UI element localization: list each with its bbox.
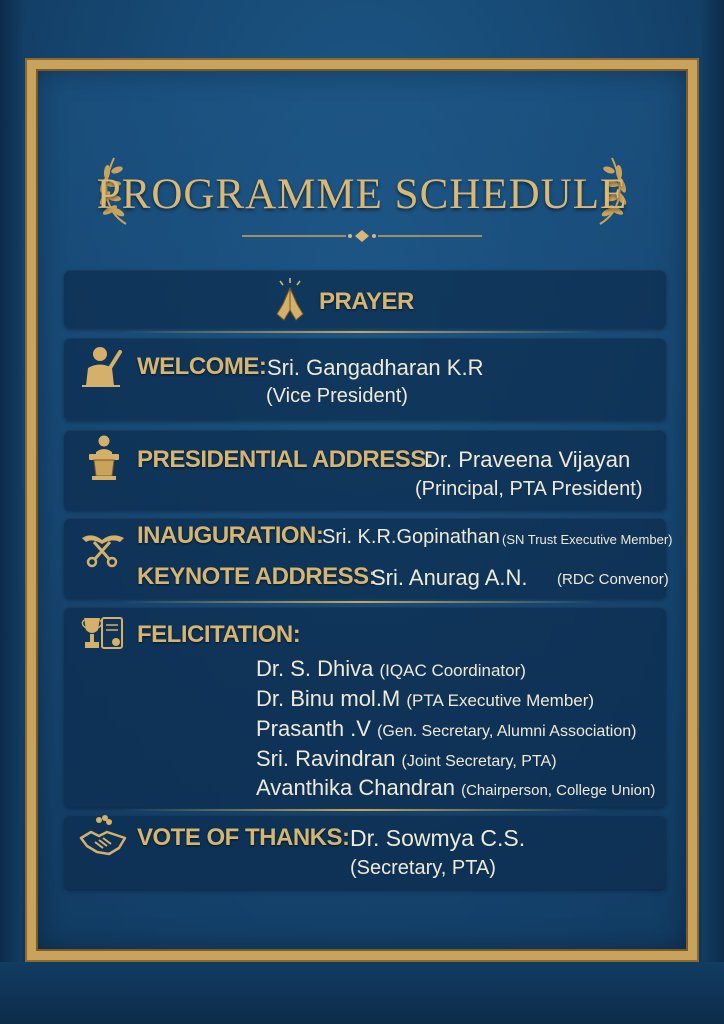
vote-label: VOTE OF THANKS: — [137, 824, 350, 851]
right-edge-shadow — [702, 0, 724, 1024]
felicitation-person-name: Sri. Ravindran — [256, 746, 396, 771]
bottom-band — [0, 962, 724, 1024]
inauguration-role: (SN Trust Executive Member) — [502, 532, 673, 547]
felicitation-person — [256, 686, 594, 712]
prayer-label: PRAYER — [319, 288, 414, 315]
felicitation-person-role: (Joint Secretary, PTA) — [401, 753, 557, 770]
page-title: PROGRAMME SCHEDULE — [96, 171, 628, 218]
title-divider — [242, 229, 482, 243]
vote-name: Dr. Sowmya C.S. — [350, 825, 526, 851]
felicitation-person-role: (Chairperson, College Union) — [461, 782, 656, 799]
keynote-label: KEYNOTE ADDRESS: — [137, 563, 377, 590]
keynote-role: (RDC Convenor) — [557, 571, 669, 588]
felicitation-person-role: (PTA Executive Member) — [406, 691, 595, 710]
felicitation-person — [256, 775, 655, 801]
welcome-label: WELCOME: — [137, 353, 267, 380]
felicitation-label: FELICITATION: — [137, 621, 301, 648]
felicitation-person-name: Prasanth .V — [256, 716, 371, 741]
presidential-role: (Principal, PTA President) — [415, 478, 643, 500]
inauguration-label: INAUGURATION: — [137, 522, 324, 549]
speaker-icon — [80, 344, 126, 388]
felicitation-person — [256, 746, 557, 772]
presidential-label: PRESIDENTIAL ADDRESS: — [137, 446, 434, 473]
felicitation-person-role: (IQAC Coordinator) — [379, 661, 526, 680]
left-edge-shadow — [0, 0, 22, 1024]
felicitation-person — [256, 656, 526, 682]
podium-icon — [86, 434, 122, 482]
felicitation-person-role: (Gen. Secretary, Alumni Association) — [377, 723, 637, 740]
section-divider — [120, 809, 600, 811]
felicitation-person — [256, 716, 636, 742]
keynote-name: Sri. Anurag A.N. — [371, 565, 528, 590]
welcome-role: (Vice President) — [266, 385, 408, 407]
felicitation-person-name: Dr. S. Dhiva — [256, 656, 374, 681]
scissors-ribbon-icon — [80, 524, 126, 568]
praying-hands-icon — [272, 276, 308, 322]
vote-role: (Secretary, PTA) — [350, 857, 496, 879]
presidential-name: Dr. Praveena Vijayan — [424, 447, 631, 472]
felicitation-person-name: Dr. Binu mol.M — [256, 686, 401, 711]
inauguration-name: Sri. K.R.Gopinathan — [322, 526, 500, 548]
section-divider — [120, 331, 600, 333]
felicitation-person-name: Avanthika Chandran — [256, 775, 455, 800]
trophy-certificate-icon — [80, 612, 126, 656]
handshake-icon — [79, 812, 127, 860]
section-divider — [120, 601, 600, 603]
welcome-name: Sri. Gangadharan K.R — [267, 355, 484, 380]
